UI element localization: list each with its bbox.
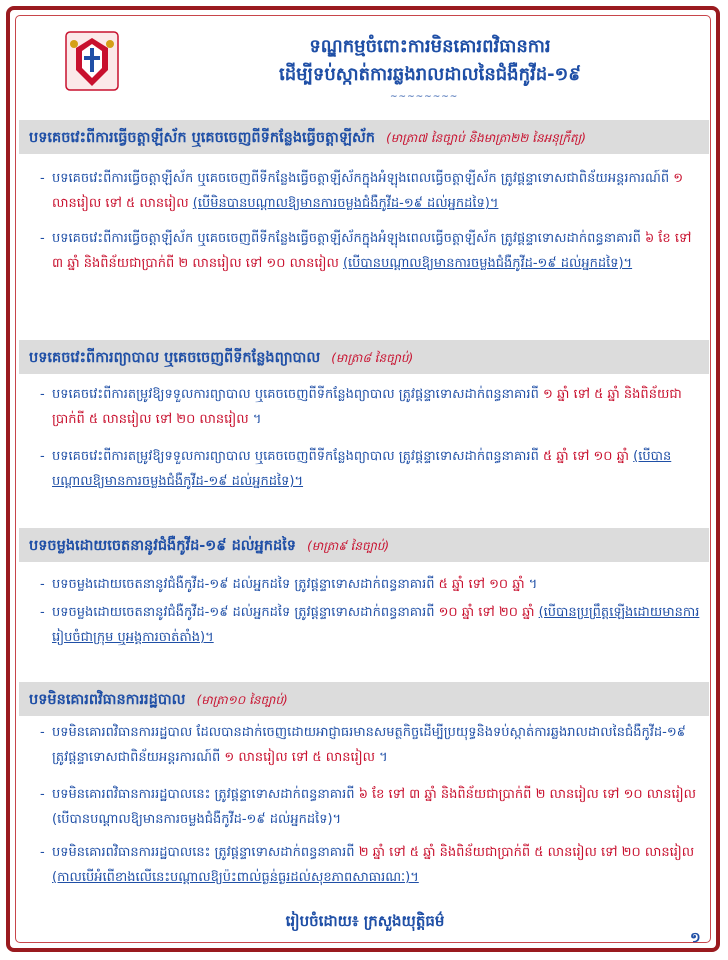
section-header-treatment [19, 340, 709, 374]
section-title: បទមិនគោរពវិធានការរដ្ឋបាល [29, 692, 186, 708]
item-penalty: ១ លានរៀល ទៅ ៥ លានរៀល [52, 171, 684, 211]
item-text: បទមិនគោរពវិធានការរដ្ឋបាលនេះ ត្រូវផ្តន្ទាទោសដាក់ពន្ធនាគារពី [52, 787, 355, 802]
item-note: (បើបានបណ្តាលឱ្យមានការចម្លងជំងឺកូវីដ-១៩ ដល់អ្នកដទៃ)។ [342, 256, 633, 271]
bullet-dash: - [40, 605, 45, 620]
page-number: ១ [690, 930, 701, 946]
item-penalty: ៦ ខែ ទៅ ៣ ឆ្នាំ និងពិន័យជាប្រាក់ពី ២ លានរៀល ទៅ ១០ លានរៀល [358, 787, 697, 802]
bullet-dash: - [40, 577, 45, 592]
item-note: ។ [252, 412, 262, 427]
item-text: បទគេចវេះពីការតម្រូវឱ្យទទួលការព្យាបាល ឬគេចចេញពីទីកន្លែងព្យាបាល ត្រូវផ្តន្ទាទោសដាក់ពន្ធនាគារពី [52, 449, 539, 464]
item-note: (បើបានបណ្តាលឱ្យមានការចម្លងជំងឺកូវីដ-១៩ ដល់អ្នកដទៃ)។ [52, 812, 342, 827]
item-note: (កាលបើអំពើខាងលើនេះបណ្តាលឱ្យប៉ះពាល់ធ្ងន់ធ្ងរដល់សុខភាពសាធារណៈ)។ [52, 870, 419, 885]
item-penalty: ៦ ខែ ទៅ ៣ ឆ្នាំ និងពិន័យជាប្រាក់ពី ២ លានរៀល ទៅ ១០ លានរៀល [52, 231, 692, 271]
list-item [40, 840, 700, 890]
list-item [40, 166, 700, 216]
item-penalty: ១ ឆ្នាំ ទៅ ៥ ឆ្នាំ និងពិន័យជាប្រាក់ពី ៥ លានរៀល ទៅ ២០ លានរៀល [52, 387, 682, 427]
section-reference: (មាត្រា៨ នៃច្បាប់) [331, 351, 414, 365]
list-item [40, 600, 700, 650]
item-note: ។ [379, 750, 388, 765]
item-note: (បើមិនបានបណ្តាលឱ្យមានការចម្លងជំងឺកូវីដ-១៩ ដល់អ្នកដទៃ)។ [192, 196, 499, 211]
item-note: ។ [528, 577, 538, 592]
item-penalty: ៥ ឆ្នាំ ទៅ ១០ ឆ្នាំ [438, 577, 525, 592]
item-text: បទមិនគោរពវិធានការរដ្ឋបាល ដែលបានដាក់ចេញដោយអាជ្ញាធរមានសមត្ថកិច្ចដើម្បីប្រយុទ្ធនិងទប់ស្កាត់ការឆ្លងរាលដាលនៃជំងឺកូវីដ-១៩ ត្រូវផ្តន្ទាទោសជាពិន័យអន្តរការណ៍ពី [52, 725, 686, 765]
bullet-dash: - [40, 725, 45, 740]
bullet-dash: - [40, 231, 45, 246]
list-item [40, 782, 700, 832]
item-text: បទចម្លងដោយចេតនានូវជំងឺកូវីដ-១៩ ដល់អ្នកដទៃ ត្រូវផ្តន្ទាទោសដាក់ពន្ធនាគារពី [52, 577, 435, 592]
header-ornament: ~~~~~~~~ [390, 92, 459, 102]
item-text: បទគេចវេះពីការតម្រូវឱ្យទទួលការព្យាបាល ឬគេចចេញពីទីកន្លែងព្យាបាល ត្រូវផ្តន្ទាទោសដាក់ពន្ធនាគារពី [52, 387, 539, 402]
section-title: បទចម្លងដោយចេតនានូវជំងឺកូវីដ-១៩ ដល់អ្នកដទៃ [29, 538, 297, 554]
section-header-administrative [19, 682, 709, 716]
section-reference: (មាត្រា៩ នៃច្បាប់) [307, 539, 390, 553]
ministry-seal-icon [64, 30, 120, 92]
item-text: បទគេចវេះពីការធ្វើចត្តាឡីស័ក ឬគេចចេញពីទីកន្លែងធ្វើចត្តាឡីស័កក្នុងអំឡុងពេលធ្វើចត្តាឡីស័ក ត្រូវផ្តន្ទាទោសជាពិន័យអន្តរការណ៍ពី [52, 171, 670, 186]
section-title: បទគេចវេះពីការធ្វើចត្តាឡីស័ក ឬគេចចេញពីទីកន្លែងធ្វើចត្តាឡីស័ក [29, 130, 375, 146]
item-penalty: ១០ ឆ្នាំ ទៅ ២០ ឆ្នាំ [438, 605, 535, 620]
document-header [60, 22, 700, 112]
section-reference: (មាត្រា៧ នៃច្បាប់ និងមាត្រា២២ នៃអនុក្រឹត្យ) [386, 131, 586, 145]
item-note: (បើបានបណ្តាលឱ្យមានការចម្លងជំងឺកូវីដ-១៩ ដល់អ្នកដទៃ)។ [52, 449, 672, 489]
bullet-dash: - [40, 171, 45, 186]
list-item [40, 382, 700, 432]
item-note: (បើបានប្រព្រឹត្តឡើងដោយមានការរៀបចំជាក្រុម ឬអង្គការចាត់តាំង)។ [52, 605, 700, 645]
item-penalty: ៥ ឆ្នាំ ទៅ ១០ ឆ្នាំ [542, 449, 630, 464]
header-title-line2: ដើម្បីទប់ស្កាត់ការឆ្លងរាលដាលនៃជំងឺកូវីដ-១៩ [279, 64, 581, 85]
list-item [40, 720, 700, 770]
item-penalty: ១ លានរៀល ទៅ ៥ លានរៀល [224, 750, 376, 765]
section-header-transmission [19, 528, 709, 562]
item-text: បទមិនគោរពវិធានការរដ្ឋបាលនេះ ត្រូវផ្តន្ទាទោសដាក់ពន្ធនាគារពី [52, 845, 355, 860]
bullet-dash: - [40, 449, 45, 464]
item-text: បទគេចវេះពីការធ្វើចត្តាឡីស័ក ឬគេចចេញពីទីកន្លែងធ្វើចត្តាឡីស័កក្នុងអំឡុងពេលធ្វើចត្តាឡីស័ក ត្រូវផ្តន្ទាទោសដាក់ពន្ធនាគារពី [52, 231, 641, 246]
list-item [40, 572, 700, 597]
list-item [40, 226, 700, 276]
prepared-by-footer: រៀបចំដោយ៖ ក្រសួងយុត្តិធម៌ [285, 912, 445, 930]
bullet-dash: - [40, 787, 45, 802]
list-item [40, 444, 700, 494]
header-title-line1: ទណ្ឌកម្មចំពោះការមិនគោរពវិធានការ [309, 36, 551, 57]
section-title: បទគេចវេះពីការព្យាបាល ឬគេចចេញពីទីកន្លែងព្យាបាល [29, 350, 321, 366]
section-reference: (មាត្រា១០ នៃច្បាប់) [196, 693, 288, 707]
item-penalty: ២ ឆ្នាំ ទៅ ៥ ឆ្នាំ និងពិន័យជាប្រាក់ពី ៥ លានរៀល ទៅ ២០ លានរៀល [358, 845, 695, 860]
bullet-dash: - [40, 845, 45, 860]
item-text: បទចម្លងដោយចេតនានូវជំងឺកូវីដ-១៩ ដល់អ្នកដទៃ ត្រូវផ្តន្ទាទោសដាក់ពន្ធនាគារពី [52, 605, 435, 620]
bullet-dash: - [40, 387, 45, 402]
section-header-quarantine [19, 120, 709, 154]
